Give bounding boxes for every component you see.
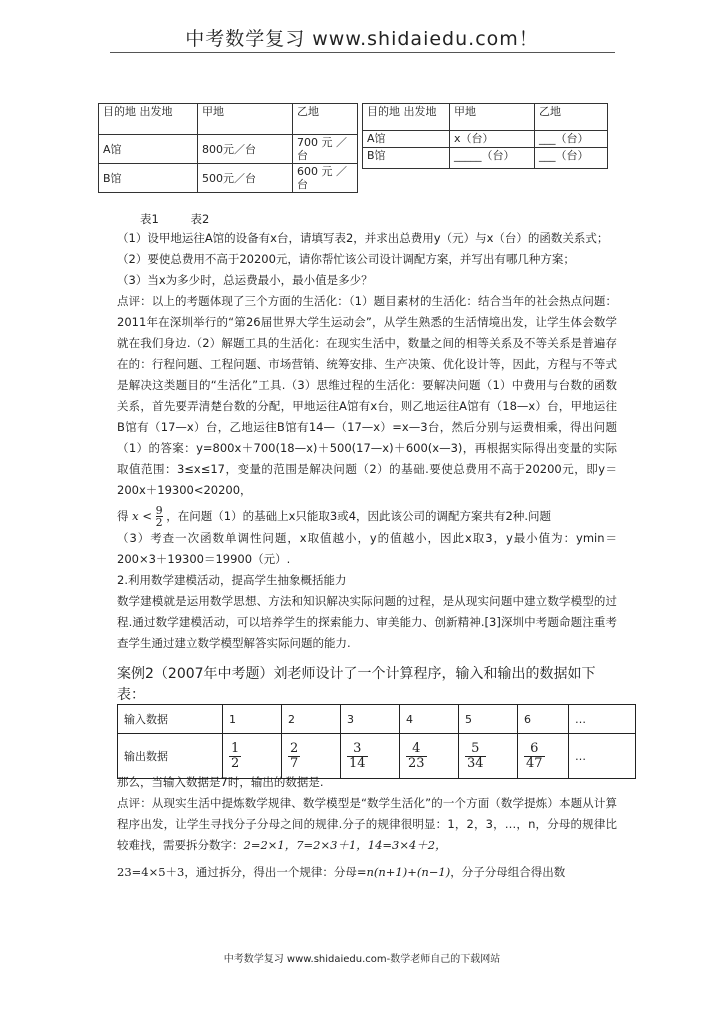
final-tail: ，分子分母组合得出数 <box>450 865 566 879</box>
final-line <box>117 862 617 883</box>
comment-paragraph: 点评：以上的考题体现了三个方面的生活化：（1）题目素材的生活化：结合当年的社会热点问题：2011年在深圳举行的“第26届世界大学生运动会”，从学生熟悉的生活情境出发，让学生体会数学就在我们身边.（2）解题工具的生活化：在现实生活中，数量之间的相等关系及不等关系是普遍存在的：行程问题、工程问题、市场营销、统筹安排、生产决策、优化设计等，因此，方程与不等式是解决这类题目的“生活化”工具.（3）思维过程的生活化：要解决问题（1）中费用与台数的函数关系，首先要弄清楚台数的分配，甲地运往A馆有x台，则乙地运往A馆有（18—x）台，甲地运往B馆有（17—x）台，乙地运往B馆有14—（17—x）=x—3台，然后分别与运费相乘，得出问题（1）的答案：y=800x＋700(18—x)＋500(17—x)＋600(x—3)，再根据实际得出变量的实际取值范围：3≤x≤17，变量的范围是解决问题（2）的基础.要使总费用不高于20200元，即y＝200x＋19300<20200， <box>117 294 617 497</box>
table-cell: 3 <box>341 705 400 734</box>
page-header: 中考数学复习 www.shidaiedu.com！ <box>185 28 539 50</box>
table-header-cell: 输入数据 <box>118 705 223 734</box>
inequality-prefix: 得 <box>117 509 129 523</box>
table-cell: 800元／台 <box>198 135 293 164</box>
inequality-sign: < <box>142 509 152 523</box>
table-cell: B馆 <box>363 148 450 169</box>
table-cell: A馆 <box>99 135 198 164</box>
final-text: ，通过拆分，得出一个规律：分母= <box>184 865 367 879</box>
table-row <box>363 148 608 169</box>
table-cell: 600 元 ／ 台 <box>293 164 358 193</box>
output-fraction: $\frac{6}{47}$ <box>526 740 543 771</box>
table-cell: 5 <box>459 705 518 734</box>
output-fraction: $\frac{5}{34}$ <box>467 740 484 771</box>
table-cell: 1 <box>223 705 282 734</box>
inequality-var: x <box>132 509 139 523</box>
question-line: 那么，当输入数据是7时，输出的数据是. <box>117 775 324 789</box>
table-header-cell: 甲地 <box>198 104 293 135</box>
io-table <box>117 704 636 779</box>
table-header-cell: 甲地 <box>450 104 535 131</box>
table-cell: 500元／台 <box>198 164 293 193</box>
table-cell: ___（台） <box>535 148 608 169</box>
table-header-cell: 目的地 出发地 <box>99 104 198 135</box>
output-fraction: $\frac{1}{2}$ <box>231 740 240 771</box>
case-2-intro: 案例2（2007年中考题）刘老师设计了一个计算程序，输入和输出的数据如下表： <box>117 666 596 703</box>
header-rule <box>110 52 615 53</box>
caption-table-2: 表2 <box>190 212 210 226</box>
question-2: （2）要使总费用不高于20200元，请你帮忙该公司设计调配方案，并写出有哪几种方案； <box>117 252 575 266</box>
table-row <box>99 135 358 164</box>
table-cell: B馆 <box>99 164 198 193</box>
final-formula: n(n+1)+(n−1) <box>366 865 451 879</box>
final-math: 23=4×5＋3 <box>117 865 185 879</box>
table-1 <box>98 103 358 193</box>
caption-table-1: 表1 <box>140 212 159 226</box>
after-table-block <box>117 772 617 883</box>
output-fraction: $\frac{4}{23}$ <box>408 740 425 771</box>
question-3: （3）当x为多少时，总运费最小，最小值是多少？ <box>117 273 373 287</box>
table-row <box>363 131 608 148</box>
table-row <box>363 104 608 131</box>
table-cell: x（台） <box>450 131 535 148</box>
table-cell: … <box>569 734 636 779</box>
table-captions <box>140 211 209 227</box>
table-cell: 2 <box>282 705 341 734</box>
question-block <box>117 228 617 654</box>
table-cell: _____（台） <box>450 148 535 169</box>
table-cell: A馆 <box>363 131 450 148</box>
table-cell: 6 <box>518 705 569 734</box>
page-footer: 中考数学复习 www.shidaiedu.com-数学老师自己的下载网站 <box>223 954 501 965</box>
comment-2-text: 点评：从现实生活中提炼数学规律、数学模型是“数学生活化”的一个方面（数学提炼）本题从计算程序出发，让学生寻找分子分母之间的规律.分子的规律很明显：1，2，3，…，n，分母的规律比较难找，需要拆分数字： <box>117 796 617 852</box>
output-fraction: $\frac{2}{7}$ <box>290 740 299 771</box>
comment-continuation: （3）考查一次函数单调性问题，x取值越小，y的值越小，因此x取3，y最小值为：ymin＝200×3＋19300＝19900（元）. <box>117 531 617 566</box>
table-row <box>99 164 358 193</box>
table-cell: 4 <box>400 705 459 734</box>
table-cell: 700 元 ／ 台 <box>293 135 358 164</box>
output-fraction: $\frac{3}{14}$ <box>349 740 366 771</box>
section-2-text: 数学建模就是运用数学思想、方法和知识解决实际问题的过程，是从现实问题中建立数学模型的过程.通过数学建模活动，可以培养学生的探索能力、审美能力、创新精神.[3]深圳中考题命题注重考查学生通过建立数学模型解答实际问题的能力. <box>117 594 617 650</box>
table-cell: ___（台） <box>535 131 608 148</box>
table-row <box>118 705 636 734</box>
table-header-cell: 乙地 <box>535 104 608 131</box>
fraction-numerator: 9 <box>155 504 163 517</box>
table-header-cell: 输出数据 <box>118 734 223 779</box>
inequality-line <box>117 505 617 528</box>
table-header-cell: 目的地 出发地 <box>363 104 450 131</box>
fraction-9-2 <box>156 505 163 528</box>
comment-2 <box>117 793 617 856</box>
fraction-denominator: 2 <box>155 516 163 529</box>
table-row <box>99 104 358 135</box>
table-2 <box>362 103 608 169</box>
table-cell: … <box>569 705 636 734</box>
table-header-cell: 乙地 <box>293 104 358 135</box>
inequality-suffix: ，在问题（1）的基础上x只能取3或4，因此该公司的调配方案共有2种.问题 <box>166 509 551 523</box>
comment-2-math: 2=2×1，7=2×3＋1，14=3×4＋2， <box>243 838 447 852</box>
question-1: （1）设甲地运往A馆的设备有x台，请填写表2，并求出总费用y（元）与x（台）的函数关系式； <box>117 231 609 245</box>
section-2-title: 2.利用数学建模活动，提高学生抽象概括能力 <box>117 573 347 587</box>
